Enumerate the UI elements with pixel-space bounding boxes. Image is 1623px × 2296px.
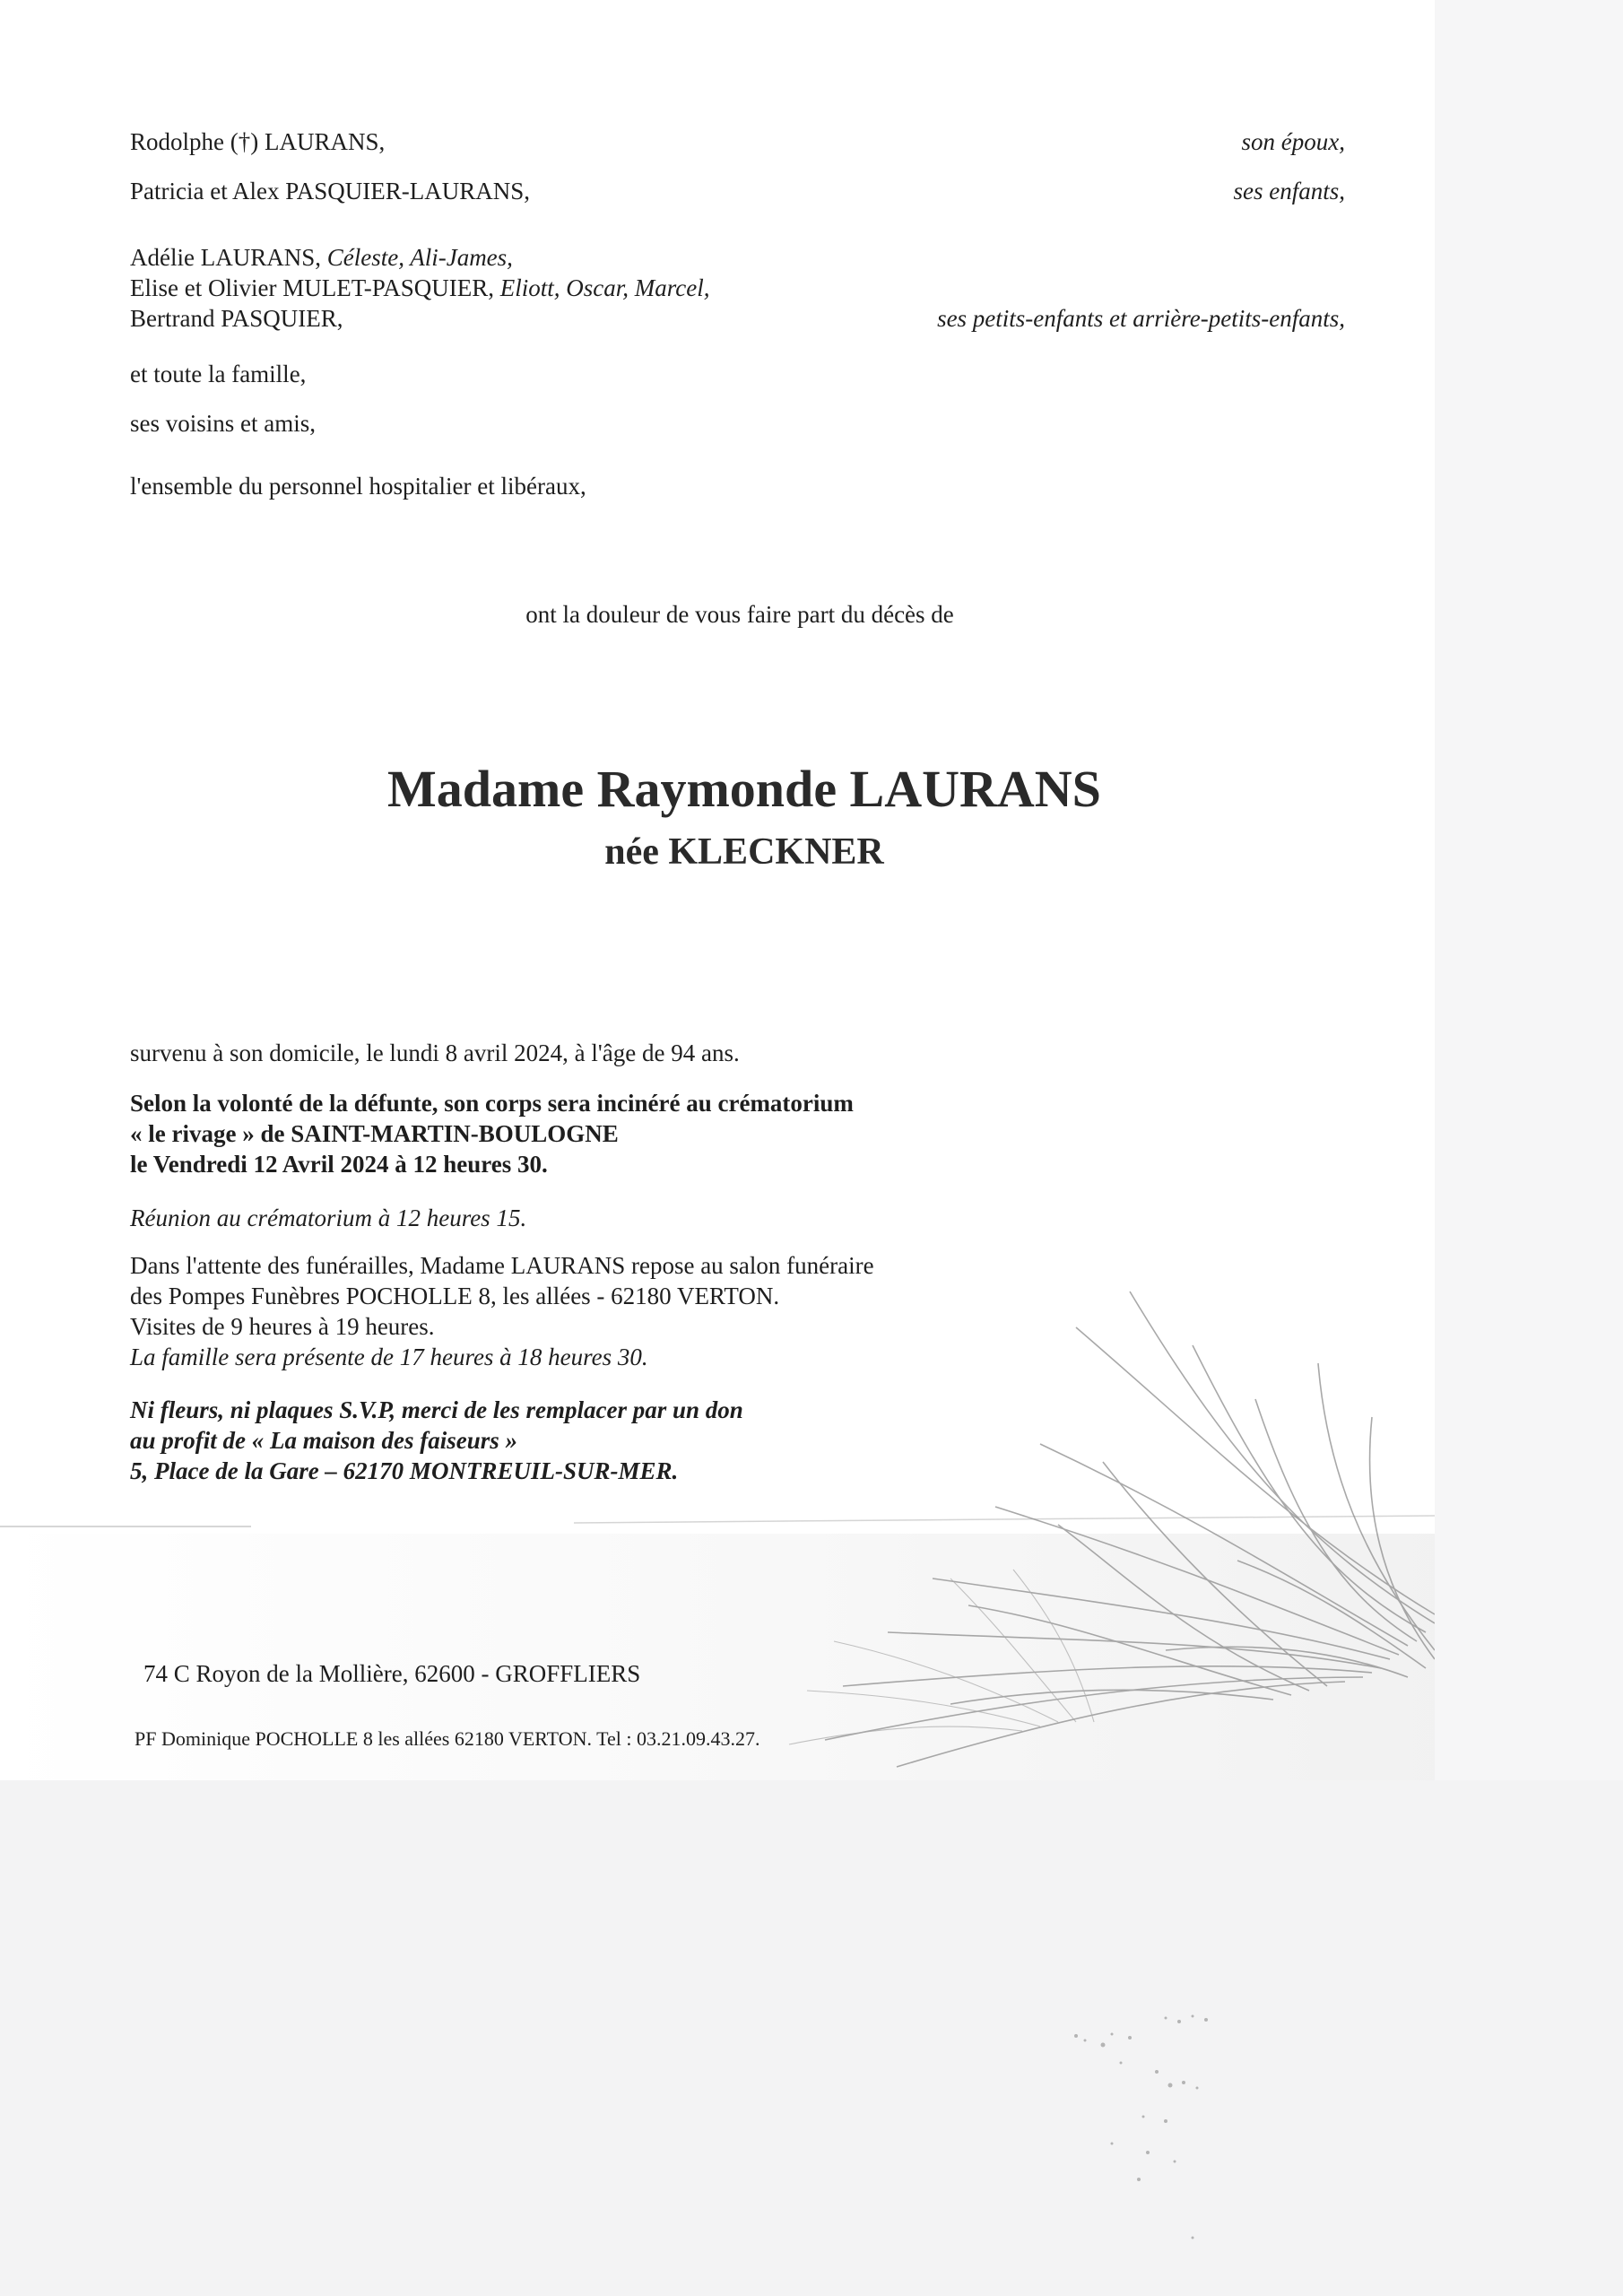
family-line: et toute la famille, xyxy=(130,361,307,387)
rest-line-4: La famille sera présente de 17 heures à 18 heures 30. xyxy=(130,1344,648,1370)
spouse-name: Rodolphe (†) LAURANS, xyxy=(130,128,386,155)
cremation-line-1: Selon la volonté de la défunte, son corps sera incinéré au crématorium xyxy=(130,1090,854,1117)
grandchildren-line-1-plain: Adélie LAURANS, xyxy=(130,244,327,271)
children-names: Patricia et Alex PASQUIER-LAURANS, xyxy=(130,178,530,204)
neighbors-line: ses voisins et amis, xyxy=(130,410,316,437)
rest-line-3: Visites de 9 heures à 19 heures. xyxy=(130,1313,435,1340)
grandchildren-relation: ses petits-enfants et arrière-petits-enfants, xyxy=(937,305,1345,332)
children-relation: ses enfants, xyxy=(1233,178,1345,204)
scan-background xyxy=(0,1780,1623,2296)
grandchildren-line-2-plain: Elise et Olivier MULET-PASQUIER, xyxy=(130,274,500,301)
family-address: 74 C Royon de la Mollière, 62600 - GROFFLIERS xyxy=(143,1660,641,1687)
cremation-line-2: « le rivage » de SAINT-MARTIN-BOULOGNE xyxy=(130,1120,619,1147)
donation-line-3: 5, Place de la Gare – 62170 MONTREUIL-SUR-MER. xyxy=(130,1457,679,1484)
rest-line-1: Dans l'attente des funérailles, Madame LAURANS repose au salon funéraire xyxy=(130,1252,874,1279)
grandchildren-line-1 xyxy=(130,242,513,273)
rest-line-2: des Pompes Funèbres POCHOLLE 8, les allées - 62180 VERTON. xyxy=(130,1283,780,1309)
staff-line: l'ensemble du personnel hospitalier et libéraux, xyxy=(130,473,586,500)
funeral-home-contact: PF Dominique POCHOLLE 8 les allées 62180 VERTON. Tel : 03.21.09.43.27. xyxy=(135,1727,760,1750)
grandchildren-line-2-italic: Eliott, Oscar, Marcel, xyxy=(499,274,710,301)
spouse-relation: son époux, xyxy=(1241,128,1345,155)
deceased-maiden-name: née KLECKNER xyxy=(604,831,884,873)
reunion-note: Réunion au crématorium à 12 heures 15. xyxy=(130,1205,527,1231)
donation-line-1: Ni fleurs, ni plaques S.V.P, merci de les remplacer par un don xyxy=(130,1396,743,1423)
deceased-name: Madame Raymonde LAURANS xyxy=(387,760,1101,818)
grandchildren-line-2 xyxy=(130,273,709,303)
scan-noise-speckles xyxy=(1058,2000,1327,2251)
grandchildren-line-3: Bertrand PASQUIER, xyxy=(130,305,343,332)
death-details: survenu à son domicile, le lundi 8 avril 2024, à l'âge de 94 ans. xyxy=(130,1039,740,1066)
cremation-line-3: le Vendredi 12 Avril 2024 à 12 heures 30. xyxy=(130,1151,548,1178)
grandchildren-line-1-italic: Céleste, Ali-James, xyxy=(326,244,513,271)
announcement: ont la douleur de vous faire part du décès de xyxy=(525,601,954,628)
donation-line-2: au profit de « La maison des faiseurs » xyxy=(130,1427,518,1454)
